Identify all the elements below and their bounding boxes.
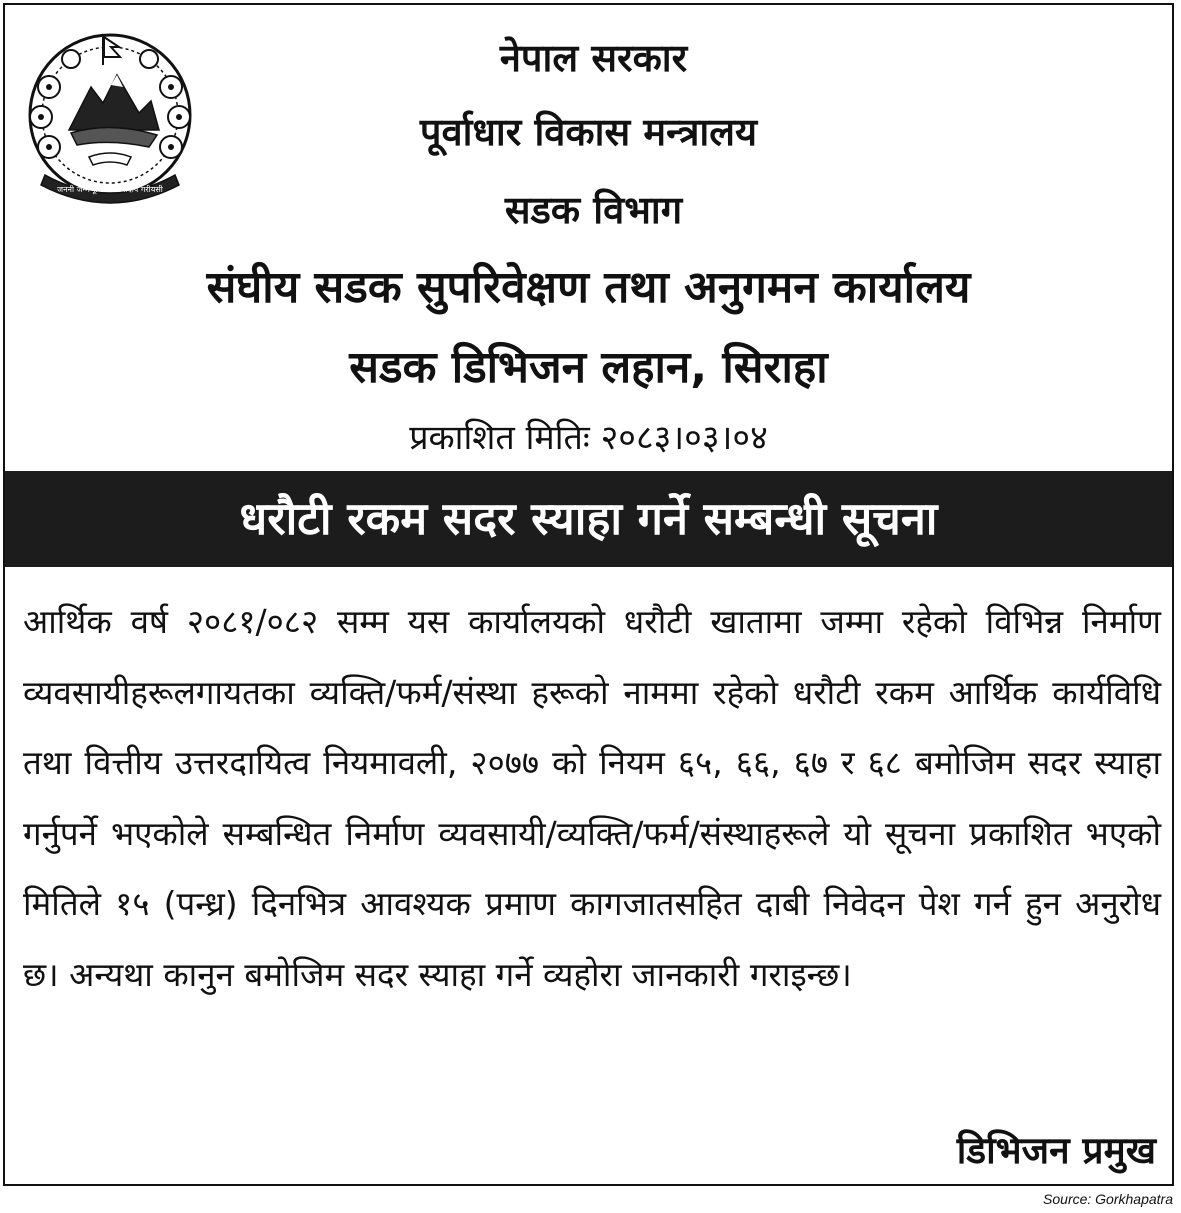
notice-title: धरौटी रकम सदर स्याहा गर्ने सम्बन्धी सूचना bbox=[5, 471, 1172, 567]
published-date: प्रकाशित मितिः २०८३।०३।०४ bbox=[409, 418, 768, 458]
header-office: संघीय सडक सुपरिवेक्षण तथा अनुगमन कार्यालय bbox=[206, 262, 971, 313]
signature: डिभिजन प्रमुख bbox=[956, 1129, 1156, 1172]
source-credit: Source: Gorkhapatra bbox=[1043, 1191, 1173, 1207]
header-government: नेपाल सरकार bbox=[499, 36, 688, 80]
header-division: सडक डिभिजन लहान, सिराहा bbox=[349, 342, 828, 393]
notice-body: आर्थिक वर्ष २०८१/०८२ सम्म यस कार्यालयको धरौटी खातामा जम्मा रहेको विभिन्न निर्माण व्यवसायीहरूलगायतका व्यक्ति/फर्म/संस्था हरूको नाममा रहेको धरौटी रकम आर्थिक कार्यविधि तथा वित्तीय उत्तरदायित्व नियमावली, २०७७ को नियम ६५, ६६, ६७ र ६८ बमोजिम सदर स्याहा गर्नुपर्ने भएकोले सम्बन्धित निर्माण व्यवसायी/व्यक्ति/फर्म/संस्थाहरूले यो सूचना प्रकाशित भएको मितिले १५ (पन्ध्र) दिनभित्र आवश्यक प्रमाण कागजातसहित दाबी निवेदन पेश गर्न हुन अनुरोध छ। अन्यथा कानुन बमोजिम सदर स्याहा गर्ने व्यहोरा जानकारी गराइन्छ। bbox=[23, 602, 1161, 994]
header-department: सडक विभाग bbox=[504, 188, 683, 232]
notice-frame bbox=[3, 3, 1174, 1186]
emblem-motto: जननी जन्मभूमिश्च स्वर्गादपि गरीयसी bbox=[57, 185, 163, 194]
header-ministry: पूर्वाधार विकास मन्त्रालय bbox=[419, 110, 758, 154]
